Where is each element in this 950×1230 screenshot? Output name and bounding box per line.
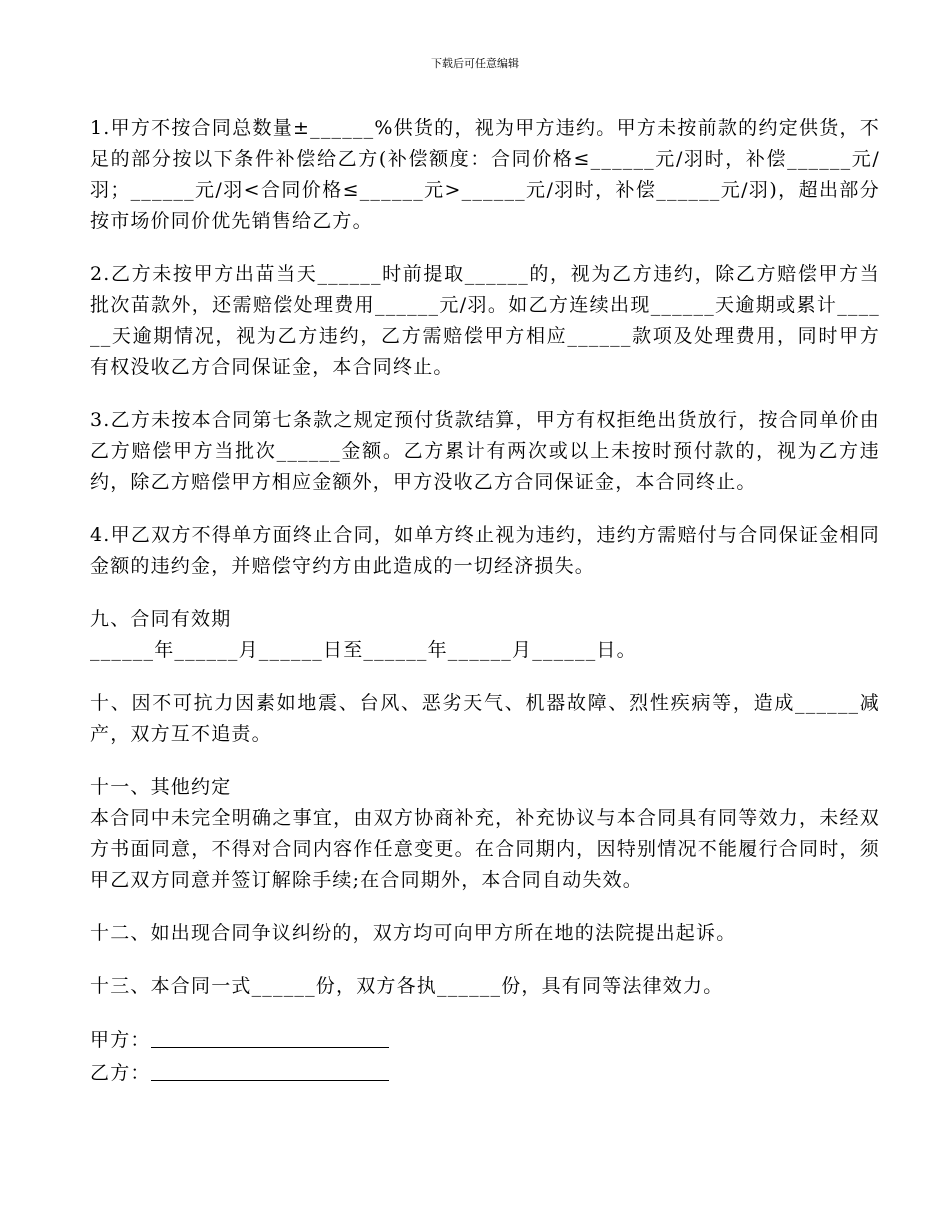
page-header: 下载后可任意编辑 xyxy=(431,57,519,70)
party-a-signature-row xyxy=(90,1024,880,1057)
party-a-label: 甲方： xyxy=(90,1029,151,1051)
signature-block xyxy=(90,1024,880,1090)
section-9-validity-period: ______年______月______日至______年______月______日。 xyxy=(90,639,637,661)
party-b-signature-blank[interactable] xyxy=(151,1058,389,1081)
section-10-force-majeure: 十、因不可抗力因素如地震、台风、恶劣天气、机器故障、烈性疾病等，造成______减产，双方互不追责。 xyxy=(90,692,880,745)
clause-4: 4.甲乙双方不得单方面终止合同，如单方终止视为违约，违约方需赔付与合同保证金相同金额的违约金，并赔偿守约方由此造成的一切经济损失。 xyxy=(90,524,880,577)
section-13-copies: 十三、本合同一式______份，双方各执______份，具有同等法律效力。 xyxy=(90,975,724,997)
section-11-heading: 十一、其他约定 xyxy=(90,776,232,798)
clause-2: 2.乙方未按甲方出苗当天______时前提取______的，视为乙方违约，除乙方赔偿甲方当批次苗款外，还需赔偿处理费用______元/羽。如乙方连续出现______天逾期或累计______天逾期情况，视为乙方违约，乙方需赔偿甲方相应______款项及处理费用，同时甲方有权没收乙方合同保证金，本合同终止。 xyxy=(90,263,880,378)
section-12-disputes: 十二、如出现合同争议纠纷的，双方均可向甲方所在地的法院提出起诉。 xyxy=(90,922,737,944)
clause-1: 1.甲方不按合同总数量±______%供货的，视为甲方违约。甲方未按前款的约定供货，不足的部分按以下条件补偿给乙方(补偿额度：合同价格≤______元/羽时，补偿______元/羽；______元/羽<合同价格≤______元>______元/羽时，补偿______元/羽)，超出部分按市场价同价优先销售给乙方。 xyxy=(90,117,880,232)
section-11-other-agreements: 本合同中未完全明确之事宜，由双方协商补充，补充协议与本合同具有同等效力，未经双方书面同意，不得对合同内容作任意变更。在合同期内，因特别情况不能履行合同时，须甲乙双方同意并签订解除手续;在合同期外，本合同自动失效。 xyxy=(90,807,880,891)
party-b-signature-row xyxy=(90,1057,880,1090)
contract-body xyxy=(90,113,880,1090)
party-a-signature-blank[interactable] xyxy=(151,1025,389,1048)
party-b-label: 乙方： xyxy=(90,1062,151,1084)
section-9-heading: 九、合同有效期 xyxy=(90,608,232,630)
clause-3: 3.乙方未按本合同第七条款之规定预付货款结算，甲方有权拒绝出货放行，按合同单价由乙方赔偿甲方当批次______金额。乙方累计有两次或以上未按时预付款的，视为乙方违约，除乙方赔偿甲方相应金额外，甲方没收乙方合同保证金，本合同终止。 xyxy=(90,409,880,493)
